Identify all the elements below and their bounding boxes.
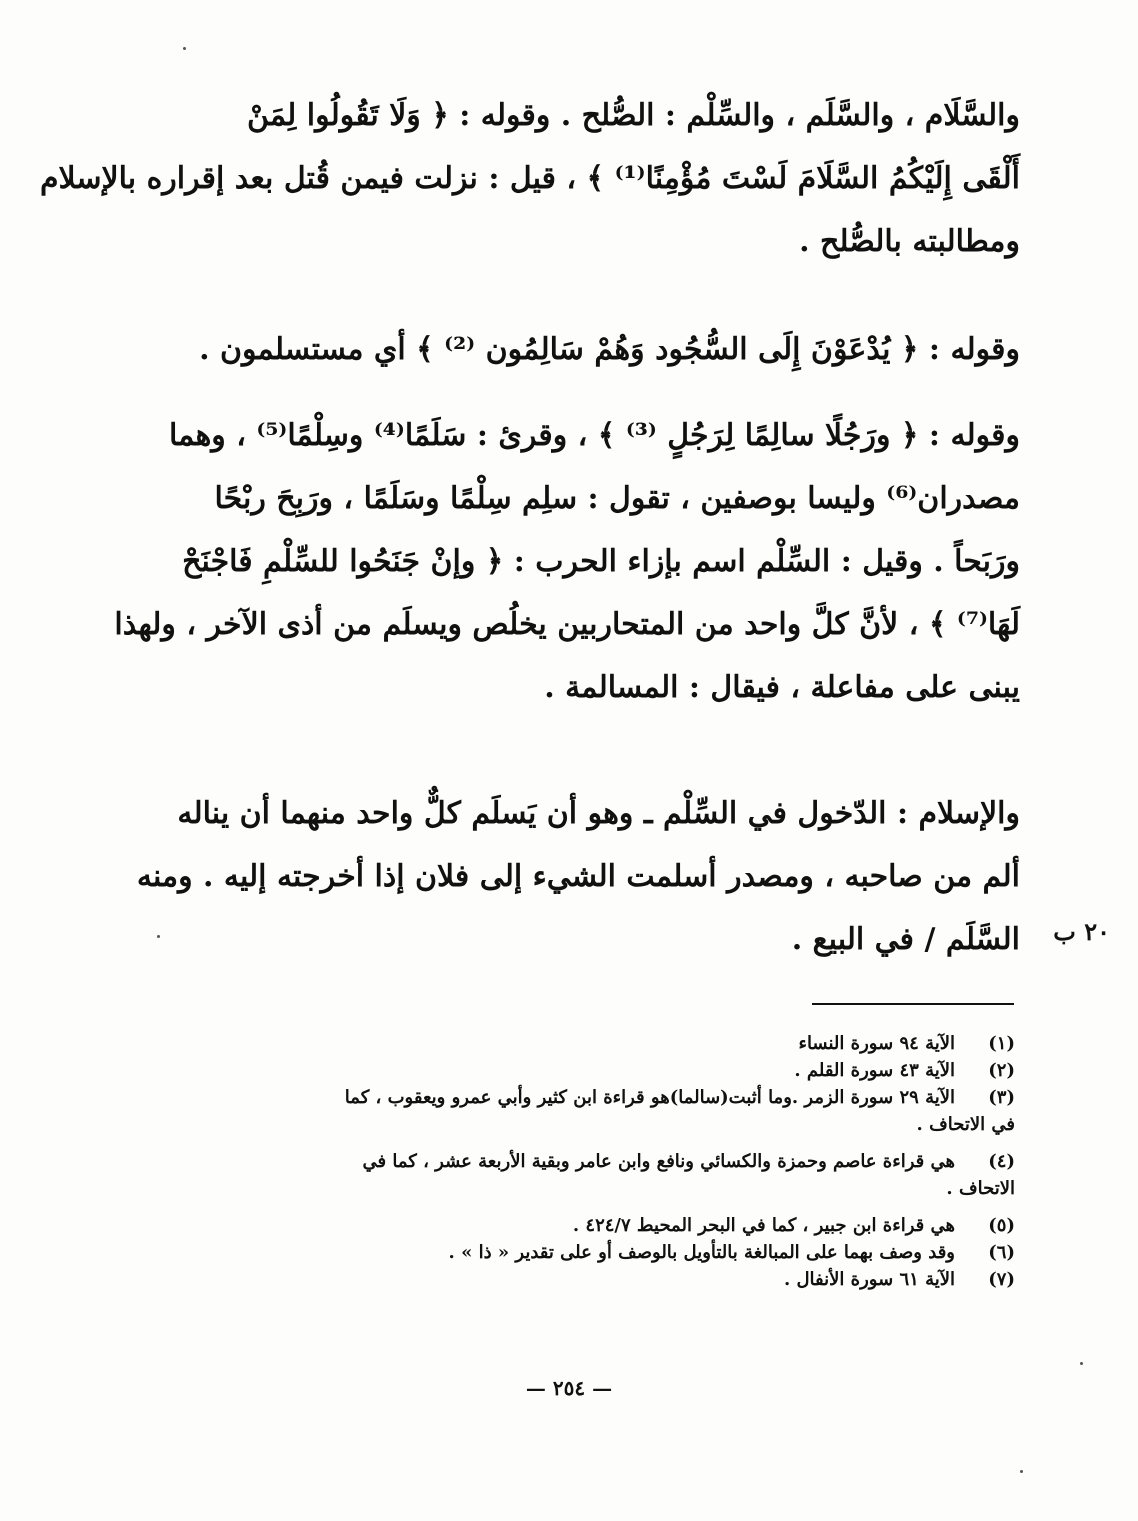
footnote-6 (135, 1239, 1015, 1266)
footnote-number: (٦) (988, 1242, 1015, 1263)
footnote-3-continuation: في الاتحاف . (916, 1114, 1015, 1135)
footnote-7 (135, 1266, 1015, 1293)
paragraph-3 (114, 404, 1020, 719)
footnotes (135, 1030, 1015, 1293)
footnote-number: (٥) (988, 1215, 1015, 1236)
footnote-text: الآية ٩٤ سورة النساء (798, 1033, 955, 1054)
footnote-text: الآية ٦١ سورة الأنفال . (783, 1269, 955, 1290)
body-text (114, 404, 1020, 719)
footnote-text: وقد وصف بهما على المبالغة بالتأويل بالوصف أو على تقدير « ذا » . (448, 1242, 955, 1263)
text-line: السَّلَم / في البيع . (791, 922, 1020, 957)
scan-speck (157, 935, 160, 938)
text-line: والإسلام : الدّخول في السِّلْم ـ وهو أن يَسلَم كلٌّ واحد منهما أن يناله (177, 796, 1020, 831)
text-line: لَهَا⁽⁷⁾ ﴾ ، لأنَّ كلَّ واحد من المتحاربين يخلُص ويسلَم من أذى الآخر ، ولهذا (114, 607, 1020, 642)
scan-speck (1080, 1362, 1083, 1365)
text-line: وقوله : ﴿ يُدْعَوْنَ إِلَى السُّجُود وَهُمْ سَالِمُون ⁽²⁾ ﴾ أي مستسلمون . (199, 332, 1020, 367)
margin-folio-note: ٢٠ ب (1053, 917, 1110, 946)
footnote-number: (٢) (988, 1060, 1015, 1081)
footnote-text: الآية ٢٩ سورة الزمر .وما أثبت(سالما)هو قراءة ابن كثير وأبي عمرو ويعقوب ، كما (344, 1087, 955, 1108)
body-text (120, 318, 1020, 381)
footnote-number: (١) (988, 1033, 1015, 1054)
text-line: وقوله : ﴿ ورَجُلًا سالِمًا لِرَجُلٍ ⁽³⁾ ﴾ ، وقرئ : سَلَمًا⁽⁴⁾ وسِلْمًا⁽⁵⁾ ، وهما (168, 418, 1020, 453)
footnote-text: هي قراءة عاصم وحمزة والكسائي ونافع وابن عامر وبقية الأربعة عشر ، كما في (362, 1151, 955, 1172)
footnote-number: (٣) (988, 1087, 1015, 1108)
text-line: أَلْقَى إِلَيْكُمُ السَّلَامَ لَسْتَ مُؤْمِنًا⁽¹⁾ ﴾ ، قيل : نزلت فيمن قُتل بعد إقراره بالإسلام (39, 161, 1020, 196)
footnote-text: الآية ٤٣ سورة القلم . (794, 1060, 955, 1081)
footnote-number: (٧) (988, 1269, 1015, 1290)
body-text (39, 84, 1020, 273)
text-line: ألم من صاحبه ، ومصدر أسلمت الشيء إلى فلان إذا أخرجته إليه . ومنه (136, 859, 1020, 894)
scan-speck (183, 47, 186, 50)
body-text (120, 782, 1020, 971)
scan-speck (1020, 1470, 1023, 1473)
paragraph-4 (120, 782, 1020, 971)
paragraph-1 (39, 84, 1020, 273)
footnote-1 (135, 1030, 1015, 1057)
footnote-2 (135, 1057, 1015, 1084)
text-line: ورَبَحاً . وقيل : السِّلْم اسم بإزاء الحرب : ﴿ وإنْ جَنَحُوا للسِّلْمِ فَاجْنَحْ (182, 544, 1020, 579)
footnote-3 (135, 1084, 1015, 1111)
text-line: والسَّلَام ، والسَّلَم ، والسِّلْم : الصُّلح . وقوله : ﴿ وَلَا تَقُولُوا لِمَنْ (246, 98, 1020, 133)
footnote-separator (812, 1003, 1014, 1005)
paragraph-2 (120, 318, 1020, 381)
footnote-5 (135, 1212, 1015, 1239)
footnote-4 (135, 1148, 1015, 1175)
page-number: — ٢٥٤ — (525, 1376, 613, 1400)
footnote-4-continuation: الاتحاف . (946, 1178, 1015, 1199)
text-line: مصدران⁽⁶⁾ وليسا بوصفين ، تقول : سلِم سِلْمًا وسَلَمًا ، ورَبِحَ ربْحًا (214, 481, 1020, 516)
footnote-number: (٤) (988, 1151, 1015, 1172)
text-line: ومطالبته بالصُّلح . (799, 224, 1020, 259)
footnote-text: هي قراءة ابن جبير ، كما في البحر المحيط ٤٢٤/٧ . (572, 1215, 955, 1236)
text-line: يبنى على مفاعلة ، فيقال : المسالمة . (544, 670, 1020, 705)
